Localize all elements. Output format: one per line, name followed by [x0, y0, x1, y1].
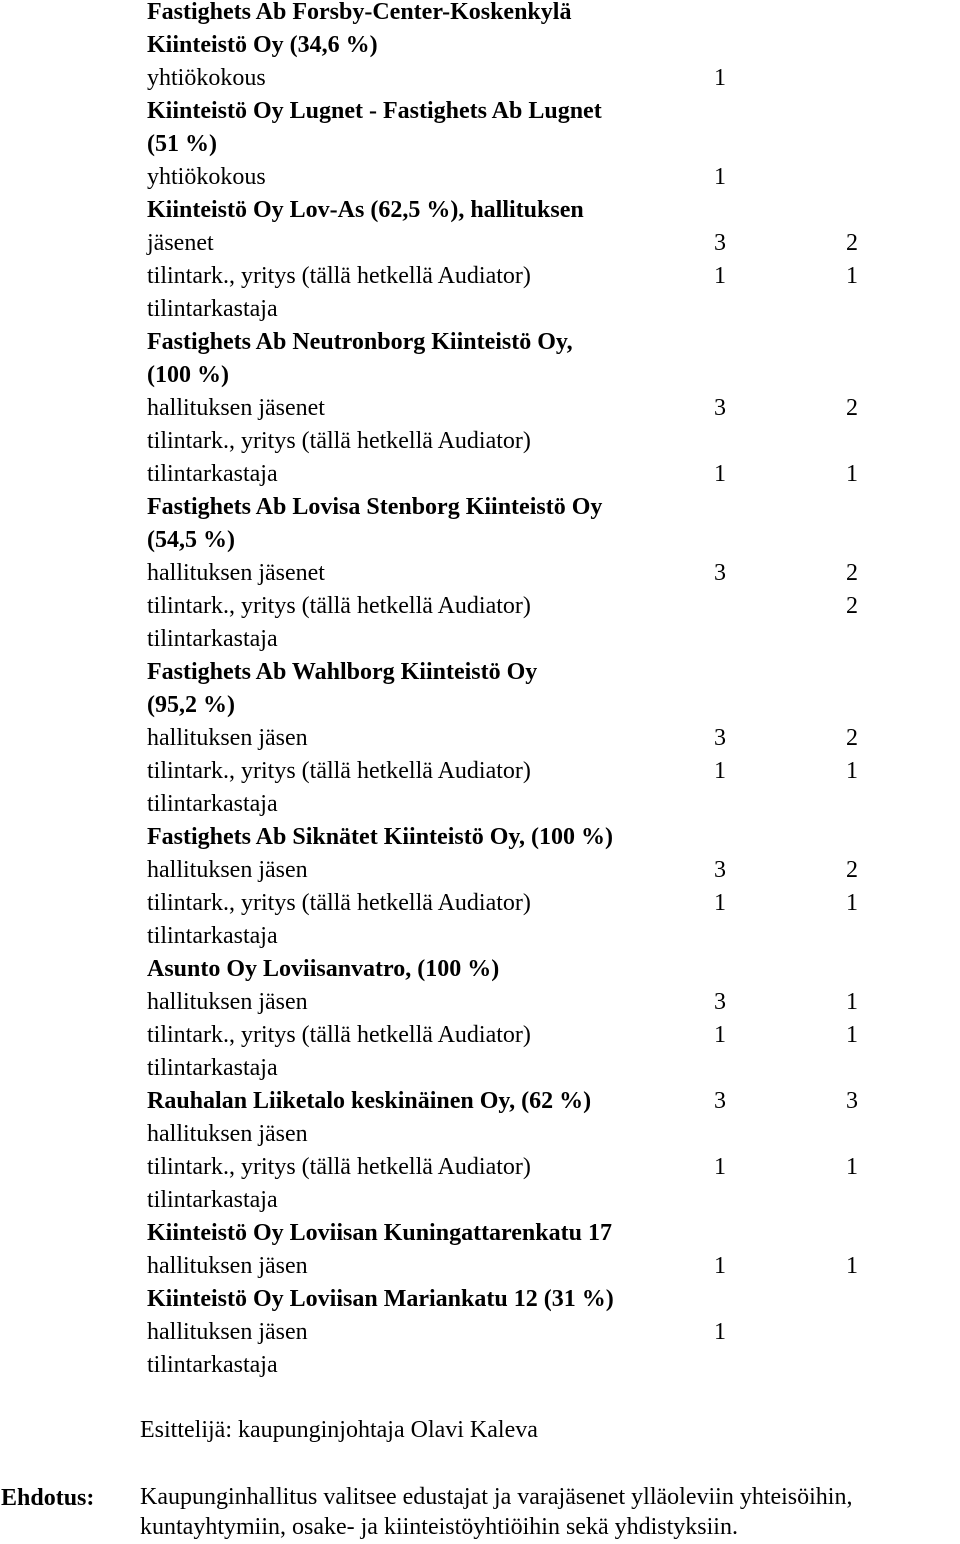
- role-label: tilintark., yritys (tällä hetkellä Audiator): [147, 1154, 531, 1180]
- table-row: [147, 1316, 960, 1349]
- table-row: [147, 326, 960, 359]
- count-column-2: 2: [846, 395, 858, 421]
- role-label: hallituksen jäsenet: [147, 560, 325, 586]
- table-row: [147, 491, 960, 524]
- table-row: [147, 1019, 960, 1052]
- table-row: [147, 293, 960, 326]
- table-row: [147, 1349, 960, 1382]
- count-column-1: 3: [714, 395, 726, 421]
- count-column-1: 1: [714, 1253, 726, 1279]
- count-column-1: 3: [714, 1088, 726, 1114]
- table-row: [147, 0, 960, 29]
- role-label: hallituksen jäsenet: [147, 395, 325, 421]
- table-row: [147, 920, 960, 953]
- role-label: tilintark., yritys (tällä hetkellä Audiator): [147, 593, 531, 619]
- count-column-1: 3: [714, 230, 726, 256]
- role-label: hallituksen jäsen: [147, 989, 308, 1015]
- table-row: [147, 260, 960, 293]
- role-label: tilintarkastaja: [147, 626, 278, 652]
- organization-name: Kiinteistö Oy Loviisan Mariankatu 12 (31 %): [147, 1286, 614, 1312]
- representation-table: [147, 0, 960, 1382]
- organization-name: Rauhalan Liiketalo keskinäinen Oy, (62 %): [147, 1088, 592, 1114]
- organization-name: Fastighets Ab Wahlborg Kiinteistö Oy: [147, 659, 538, 685]
- organization-name: (95,2 %): [147, 692, 235, 718]
- count-column-2: 1: [846, 263, 858, 289]
- table-row: [147, 1085, 960, 1118]
- table-row: [147, 1118, 960, 1151]
- count-column-1: 1: [714, 461, 726, 487]
- presenter-line: Esittelijä: kaupunginjohtaja Olavi Kaleva: [140, 1417, 538, 1443]
- proposal-line-1: Kaupunginhallitus valitsee edustajat ja varajäsenet ylläoleviin yhteisöihin,: [140, 1484, 853, 1510]
- table-row: [147, 161, 960, 194]
- table-row: [147, 689, 960, 722]
- role-label: tilintarkastaja: [147, 1187, 278, 1213]
- table-row: [147, 95, 960, 128]
- role-label: tilintarkastaja: [147, 461, 278, 487]
- organization-name: (51 %): [147, 131, 217, 157]
- table-row: [147, 755, 960, 788]
- table-row: [147, 1184, 960, 1217]
- organization-name: Fastighets Ab Siknätet Kiinteistö Oy, (100 %): [147, 824, 614, 850]
- organization-name: Asunto Oy Loviisanvatro, (100 %): [147, 956, 500, 982]
- role-label: tilintarkastaja: [147, 791, 278, 817]
- table-row: [147, 359, 960, 392]
- organization-name: Fastighets Ab Lovisa Stenborg Kiinteistö Oy: [147, 494, 603, 520]
- organization-name: Kiinteistö Oy Loviisan Kuningattarenkatu 17: [147, 1220, 612, 1246]
- table-row: [147, 194, 960, 227]
- table-row: [147, 887, 960, 920]
- organization-name: (100 %): [147, 362, 229, 388]
- count-column-1: 1: [714, 758, 726, 784]
- count-column-1: 3: [714, 725, 726, 751]
- count-column-2: 1: [846, 758, 858, 784]
- table-row: [147, 1283, 960, 1316]
- role-label: hallituksen jäsen: [147, 725, 308, 751]
- table-row: [147, 29, 960, 62]
- role-label: tilintarkastaja: [147, 296, 278, 322]
- table-row: [147, 1250, 960, 1283]
- count-column-2: 1: [846, 1154, 858, 1180]
- count-column-1: 3: [714, 989, 726, 1015]
- table-row: [147, 425, 960, 458]
- table-row: [147, 392, 960, 425]
- organization-name: Kiinteistö Oy (34,6 %): [147, 32, 378, 58]
- proposal-text: [140, 1482, 960, 1542]
- count-column-2: 1: [846, 461, 858, 487]
- table-row: [147, 623, 960, 656]
- count-column-2: 2: [846, 593, 858, 619]
- count-column-2: 2: [846, 857, 858, 883]
- table-row: [147, 722, 960, 755]
- role-label: tilintark., yritys (tällä hetkellä Audiator): [147, 890, 531, 916]
- table-row: [147, 458, 960, 491]
- count-column-2: 1: [846, 1253, 858, 1279]
- role-label: hallituksen jäsen: [147, 1319, 308, 1345]
- count-column-1: 1: [714, 1319, 726, 1345]
- proposal-label: Ehdotus:: [1, 1485, 95, 1511]
- count-column-2: 2: [846, 560, 858, 586]
- role-label: tilintark., yritys (tällä hetkellä Audiator): [147, 428, 531, 454]
- organization-name: Fastighets Ab Forsby-Center-Koskenkylä: [147, 0, 572, 25]
- count-column-1: 3: [714, 857, 726, 883]
- role-label: tilintark., yritys (tällä hetkellä Audiator): [147, 1022, 531, 1048]
- table-row: [147, 656, 960, 689]
- role-label: hallituksen jäsen: [147, 1253, 308, 1279]
- role-label: hallituksen jäsen: [147, 857, 308, 883]
- count-column-2: 2: [846, 230, 858, 256]
- table-row: [147, 953, 960, 986]
- role-label: jäsenet: [147, 230, 214, 256]
- count-column-1: 1: [714, 263, 726, 289]
- table-row: [147, 557, 960, 590]
- table-row: [147, 227, 960, 260]
- count-column-2: 2: [846, 725, 858, 751]
- count-column-2: 1: [846, 890, 858, 916]
- table-row: [147, 128, 960, 161]
- organization-name: Fastighets Ab Neutronborg Kiinteistö Oy,: [147, 329, 573, 355]
- count-column-2: 1: [846, 1022, 858, 1048]
- role-label: tilintarkastaja: [147, 1055, 278, 1081]
- table-row: [147, 590, 960, 623]
- table-row: [147, 986, 960, 1019]
- count-column-1: 3: [714, 560, 726, 586]
- table-row: [147, 524, 960, 557]
- table-row: [147, 821, 960, 854]
- role-label: tilintark., yritys (tällä hetkellä Audiator): [147, 758, 531, 784]
- role-label: yhtiökokous: [147, 164, 266, 190]
- proposal-line-2: kuntayhtymiin, osake- ja kiinteistöyhtiöihin sekä yhdistyksiin.: [140, 1514, 738, 1540]
- table-row: [147, 788, 960, 821]
- count-column-1: 1: [714, 65, 726, 91]
- count-column-2: 1: [846, 989, 858, 1015]
- count-column-1: 1: [714, 890, 726, 916]
- count-column-2: 3: [846, 1088, 858, 1114]
- count-column-1: 1: [714, 1022, 726, 1048]
- count-column-1: 1: [714, 164, 726, 190]
- role-label: yhtiökokous: [147, 65, 266, 91]
- organization-name: Kiinteistö Oy Lov-As (62,5 %), hallituksen: [147, 197, 584, 223]
- organization-name: Kiinteistö Oy Lugnet - Fastighets Ab Lugnet: [147, 98, 602, 124]
- role-label: tilintarkastaja: [147, 923, 278, 949]
- table-row: [147, 62, 960, 95]
- role-label: tilintarkastaja: [147, 1352, 278, 1378]
- table-row: [147, 1217, 960, 1250]
- role-label: tilintark., yritys (tällä hetkellä Audiator): [147, 263, 531, 289]
- table-row: [147, 1151, 960, 1184]
- organization-name: (54,5 %): [147, 527, 235, 553]
- count-column-1: 1: [714, 1154, 726, 1180]
- role-label: hallituksen jäsen: [147, 1121, 308, 1147]
- table-row: [147, 854, 960, 887]
- table-row: [147, 1052, 960, 1085]
